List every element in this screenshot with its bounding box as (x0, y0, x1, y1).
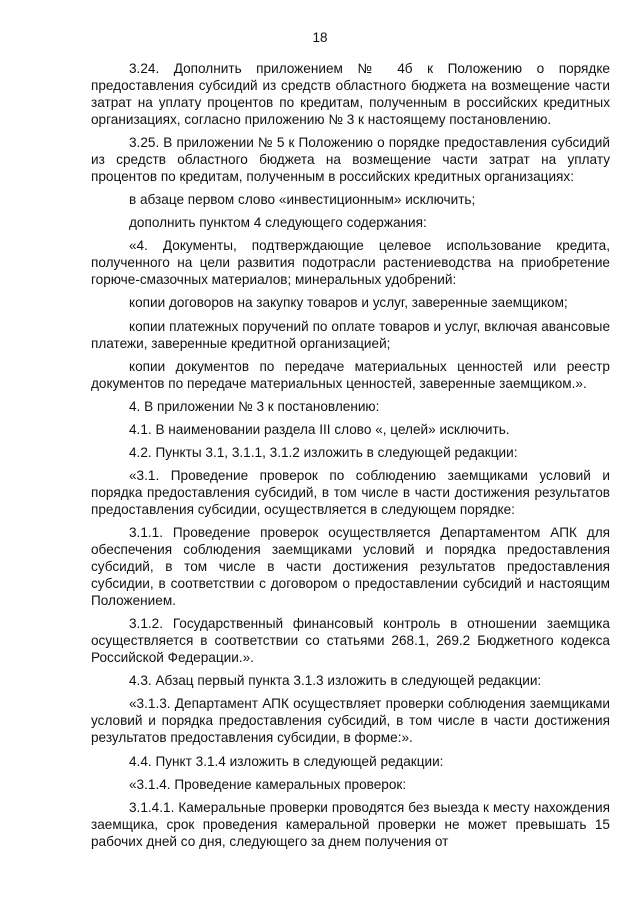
paragraph: «3.1. Проведение проверок по соблюдению заемщиками условий и порядка предоставления субсидий, в том числе в части достижения результатов предоставления субсидии, осуществляется в следующем порядке: (91, 468, 610, 518)
paragraph: 4. В приложении № 3 к постановлению: (129, 398, 380, 414)
paragraph: 4.4. Пункт 3.1.4 изложить в следующей редакции: (129, 753, 444, 769)
paragraph: копии документов по передаче материальных ценностей или реестр документов по передаче материальных ценностей, заверенные заемщиком.». (91, 358, 610, 391)
paragraph: 4.1. В наименовании раздела III слово «, целей» исключить. (129, 421, 510, 437)
paragraph: в абзаце первом слово «инвестиционным» исключить; (129, 192, 476, 208)
paragraph: 4.2. Пункты 3.1, 3.1.1, 3.1.2 изложить в следующей редакции: (129, 444, 518, 460)
document-body (91, 60, 610, 856)
paragraph: «3.1.4. Проведение камеральных проверок: (129, 776, 407, 792)
paragraph: копии договоров на закупку товаров и услуг, заверенные заемщиком; (129, 295, 568, 311)
paragraph: «4. Документы, подтверждающие целевое использование кредита, полученного на цели развития подотрасли растениеводства на приобретение горюче-смазочных материалов; минеральных удобрений: (91, 238, 610, 288)
paragraph: 3.1.2. Государственный финансовый контроль в отношении заемщика осуществляется в соответствии со статьями 268.1, 269.2 Бюджетного кодекса Российской Федерации.». (91, 616, 610, 666)
paragraph: 3.25. В приложении № 5 к Положению о порядке предоставления субсидий из средств областного бюджета на возмещение части затрат на уплату процентов по кредитам, полученным в российских кредитных организациях: (91, 135, 610, 185)
paragraph: 4.3. Абзац первый пункта 3.1.3 изложить в следующей редакции: (129, 673, 542, 689)
page-number: 18 (312, 30, 328, 45)
paragraph: 3.1.4.1. Камеральные проверки проводятся без выезда к месту нахождения заемщика, срок проведения камеральной проверки не может превышать 15 рабочих дней со дня, следующего за днем получения от (91, 799, 610, 849)
paragraph: «3.1.3. Департамент АПК осуществляет проверки соблюдения заемщиками условий и порядка предоставления субсидий, в том числе в части достижения результатов предоставления субсидии, в форме:». (91, 696, 610, 746)
paragraph: 3.24. Дополнить приложением № 4б к Положению о порядке предоставления субсидий из средств областного бюджета на возмещение части затрат на уплату процентов по кредитам, полученным в российских кредитных организациях, согласно приложению № 3 к настоящему постановлению. (91, 61, 610, 127)
paragraph: 3.1.1. Проведение проверок осуществляется Департаментом АПК для обеспечения соблюдения заемщиками условий и порядка предоставления субсидий, в том числе в части достижения результатов предоставления субсидии, в соответствии с договором о предоставлении субсидий и настоящим Положением. (91, 525, 610, 609)
paragraph: дополнить пунктом 4 следующего содержания: (129, 215, 427, 231)
paragraph: копии платежных поручений по оплате товаров и услуг, включая авансовые платежи, заверенные кредитной организацией; (91, 318, 610, 351)
